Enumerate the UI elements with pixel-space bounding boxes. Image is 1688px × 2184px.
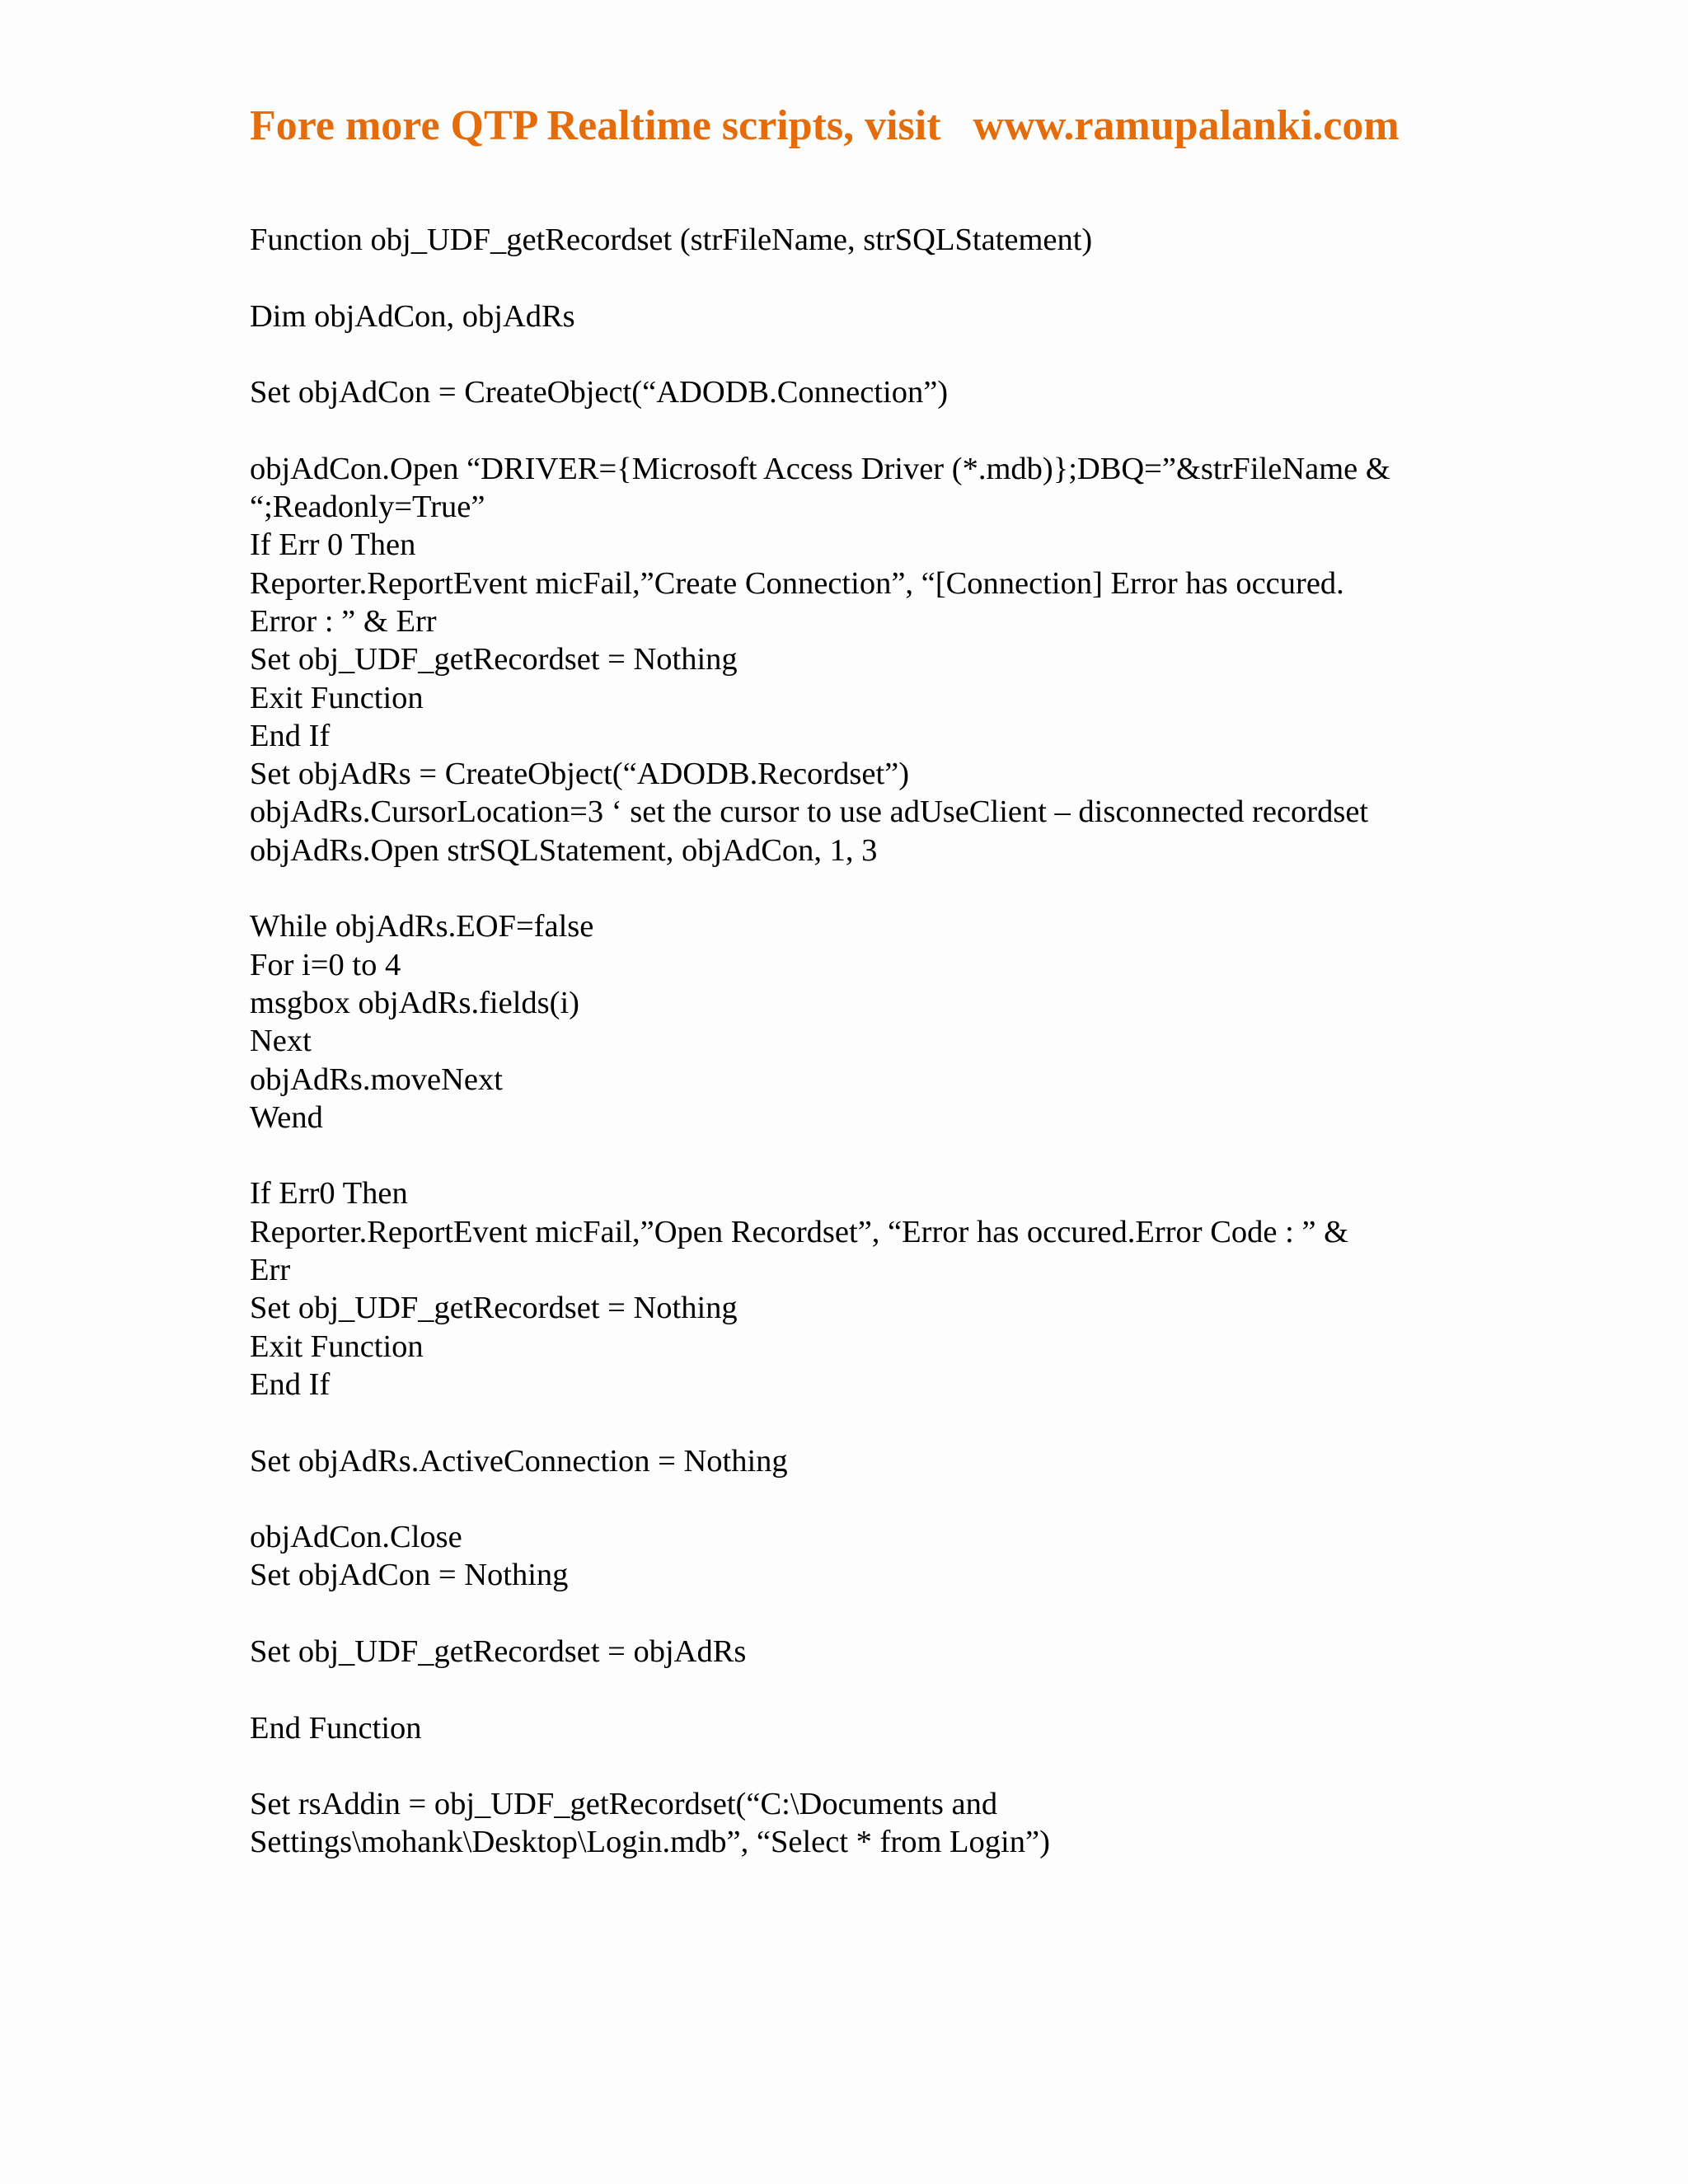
code-line: For i=0 to 4 bbox=[250, 947, 401, 982]
code-listing bbox=[250, 221, 1453, 1862]
blank-line bbox=[250, 335, 1453, 373]
code-line: End If bbox=[250, 718, 331, 753]
code-line: If Err 0 Then bbox=[250, 527, 416, 563]
code-line: Function obj_UDF_getRecordset (strFileName, strSQLStatement) bbox=[250, 223, 1093, 257]
code-line: objAdCon.Open “DRIVER={Microsoft Access Driver (*.mdb)};DBQ=”&strFileName & bbox=[250, 451, 1390, 486]
code-line: Set objAdCon = Nothing bbox=[250, 1558, 569, 1593]
code-line: End If bbox=[250, 1366, 331, 1402]
code-line: Set obj_UDF_getRecordset = Nothing bbox=[250, 642, 738, 677]
code-line: Exit Function bbox=[250, 680, 424, 715]
code-line: objAdRs.Open strSQLStatement, objAdCon, 1, 3 bbox=[250, 832, 878, 868]
blank-line bbox=[250, 1480, 1453, 1518]
code-line: Set objAdCon = CreateObject(“ADODB.Connection”) bbox=[250, 375, 949, 410]
code-line: Reporter.ReportEvent micFail,”Create Connection”, “[Connection] Error has occured. bbox=[250, 565, 1344, 601]
code-line: Next bbox=[250, 1024, 312, 1059]
blank-line bbox=[250, 1747, 1453, 1785]
blank-line bbox=[250, 1137, 1453, 1174]
code-line: Reporter.ReportEvent micFail,”Open Recordset”, “Error has occured.Error Code : ” & bbox=[250, 1214, 1349, 1249]
blank-line bbox=[250, 1671, 1453, 1708]
code-line: objAdRs.moveNext bbox=[250, 1062, 503, 1097]
code-line: Settings\mohank\Desktop\Login.mdb”, “Select * from Login”) bbox=[250, 1825, 1050, 1860]
blank-line bbox=[250, 259, 1453, 297]
code-line: “;Readonly=True” bbox=[250, 490, 485, 525]
code-line: objAdRs.CursorLocation=3 ‘ set the cursor to use adUseClient – disconnected recordset bbox=[250, 794, 1369, 830]
code-line: Set obj_UDF_getRecordset = objAdRs bbox=[250, 1633, 747, 1669]
code-line: Dim objAdCon, objAdRs bbox=[250, 298, 575, 334]
code-line: While objAdRs.EOF=false bbox=[250, 909, 594, 944]
blank-line bbox=[250, 1595, 1453, 1633]
page-header: Fore more QTP Realtime scripts, visit www.ramupalanki.com bbox=[250, 102, 1400, 149]
code-line: If Err0 Then bbox=[250, 1176, 408, 1212]
code-line: msgbox objAdRs.fields(i) bbox=[250, 985, 579, 1020]
code-line: Set objAdRs.ActiveConnection = Nothing bbox=[250, 1443, 788, 1479]
code-line: Error : ” & Err bbox=[250, 603, 437, 639]
code-line: Wend bbox=[250, 1099, 323, 1135]
code-line: Set objAdRs = CreateObject(“ADODB.Recordset”) bbox=[250, 757, 910, 792]
code-line: End Function bbox=[250, 1710, 422, 1746]
blank-line bbox=[250, 869, 1453, 907]
code-line: Exit Function bbox=[250, 1329, 424, 1364]
code-line: Set rsAddin = obj_UDF_getRecordset(“C:\Documents and bbox=[250, 1787, 998, 1822]
blank-line bbox=[250, 411, 1453, 449]
code-line: Set obj_UDF_getRecordset = Nothing bbox=[250, 1291, 738, 1326]
code-line: objAdCon.Close bbox=[250, 1520, 462, 1555]
code-line: Err bbox=[250, 1253, 291, 1288]
blank-line bbox=[250, 1404, 1453, 1441]
